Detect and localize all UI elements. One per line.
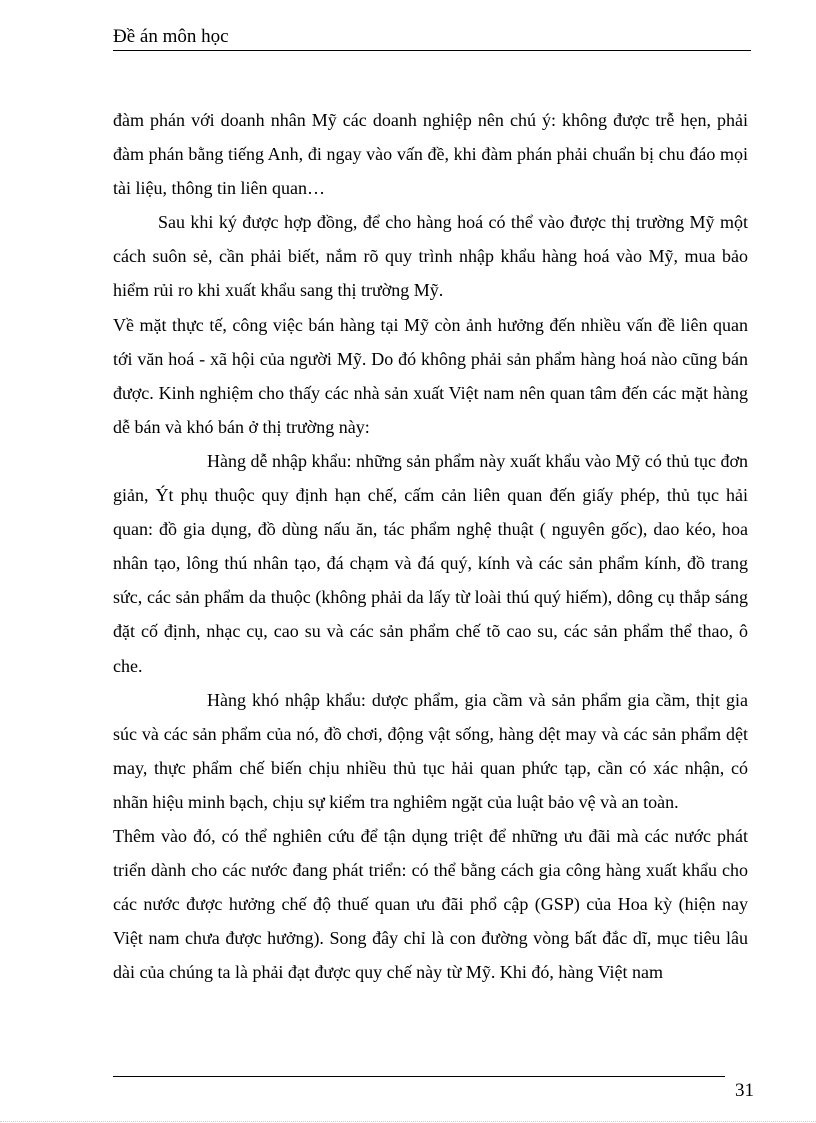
paragraph-contract: Sau khi ký được hợp đồng, để cho hàng hoá có thể vào được thị trường Mỹ một cách suôn sẻ, cần phải biết, nắm rõ quy trình nhập khẩu hàng hoá vào Mỹ, mua bảo hiểm rủi ro khi xuất khẩu sang thị trường Mỹ. [113, 212, 748, 301]
paragraph-culture: Về mặt thực tế, công việc bán hàng tại Mỹ còn ảnh hưởng đến nhiều vấn đề liên quan tới văn hoá - xã hội của người Mỹ. Do đó không phải sản phẩm hàng hoá nào cũng bán được. Kinh nghiệm cho thấy các nhà sản xuất Việt nam nên quan tâm đến các mặt hàng dễ bán và khó bán ở thị trường này: [113, 314, 748, 437]
paragraph-easy-import: Hàng dễ nhập khẩu: những sản phẩm này xuất khẩu vào Mỹ có thủ tục đơn giản, Ýt phụ thuộc quy định hạn chế, cấm cản liên quan đến giấy phép, thủ tục hải quan: đồ gia dụng, đồ dùng nấu ăn, tác phẩm nghệ thuật ( nguyên gốc), dao kéo, hoa nhân tạo, lông thú nhân tạo, đá chạm và đá quý, kính và các sản phẩm kính, đồ trang sức, các sản phẩm da thuộc (không phải da lấy từ loài thú quý hiếm), dông cụ thắp sáng đặt cố định, nhạc cụ, cao su và các sản phẩm chế tõ cao su, các sản phẩm thể thao, ô che. [113, 450, 748, 676]
page-header [113, 24, 751, 51]
footer-divider [113, 1076, 725, 1077]
paragraph-gsp: Thêm vào đó, có thể nghiên cứu để tận dụng triệt để những ưu đãi mà các nước phát triển dành cho các nước đang phát triển: có thể bằng cách gia công hàng xuất khẩu cho các nước được hưởng chế độ thuế quan ưu đãi phổ cập (GSP) của Hoa kỳ (hiện nay Việt nam chưa được hưởng). Song đây chỉ là con đường vòng bất đắc dĩ, mục tiêu lâu dài của chúng ta là phải đạt được quy chế này từ Mỹ. Khi đó, hàng Việt nam [113, 825, 748, 983]
header-title: Đề án môn học [113, 26, 229, 47]
paragraph-continuation: đàm phán với doanh nhân Mỹ các doanh nghiệp nên chú ý: không được trễ hẹn, phải đàm phán bằng tiếng Anh, đi ngay vào vấn đề, khi đàm phán phải chuẩn bị chu đáo mọi tài liệu, thông tin liên quan… [113, 110, 748, 199]
page-number: 31 [735, 1080, 754, 1101]
page-edge [0, 1121, 816, 1122]
body-text [113, 103, 748, 989]
paragraph-hard-import: Hàng khó nhập khẩu: dược phẩm, gia cầm và sản phẩm gia cầm, thịt gia súc và các sản phẩm của nó, đồ chơi, động vật sống, hàng dệt may và các sản phẩm dệt may, thực phẩm chế biến chịu nhiều thủ tục hải quan phức tạp, cần có xác nhận, có nhãn hiệu minh bạch, chịu sự kiểm tra nghiêm ngặt của luật bảo vệ và an toàn. [113, 689, 748, 812]
